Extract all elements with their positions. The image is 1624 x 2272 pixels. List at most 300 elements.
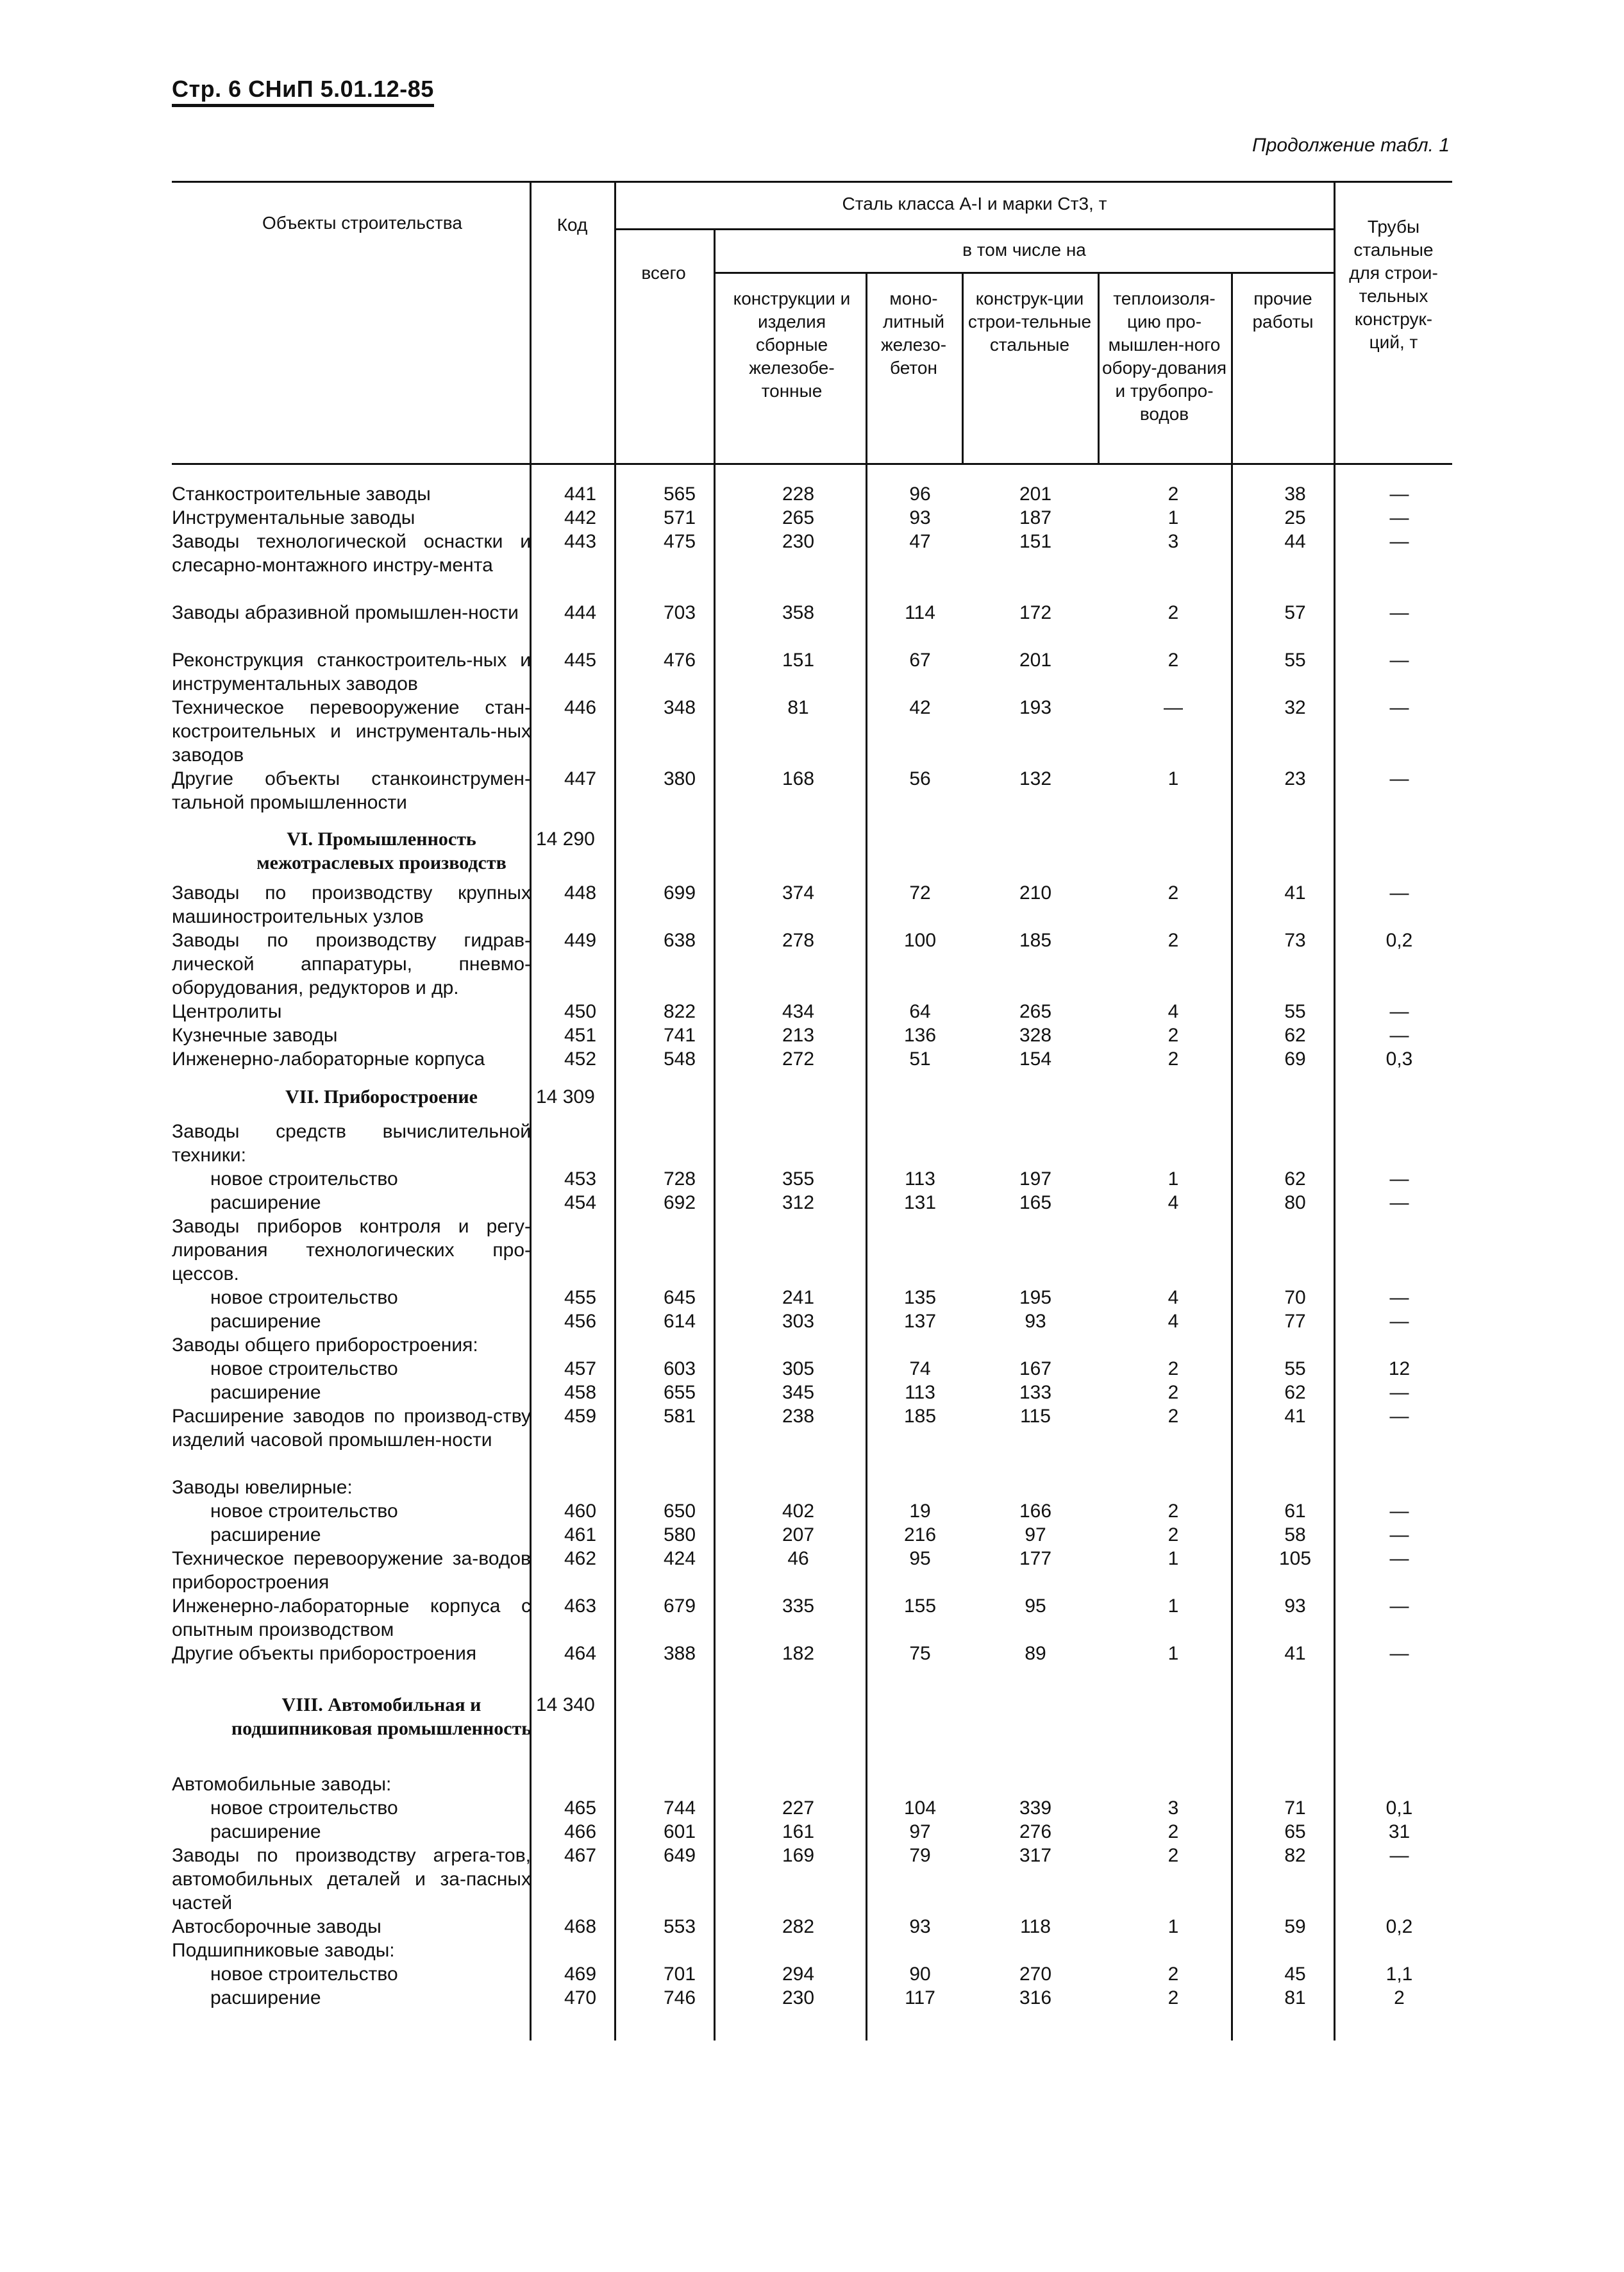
cell-prefab: 207 — [782, 1524, 815, 1545]
header-rule-including — [714, 272, 1334, 274]
cell-code: 470 — [564, 1987, 597, 2008]
cell-total: 746 — [663, 1987, 696, 2008]
cell-pipes: — — [1389, 650, 1409, 671]
cell-steel: 201 — [1019, 650, 1052, 671]
object-name: Кузнечные заводы — [172, 1025, 338, 1046]
object-name: новое строительство — [210, 1168, 398, 1190]
table-row — [0, 1499, 1624, 1523]
cell-code: 465 — [564, 1797, 597, 1819]
cell-prefab: 238 — [782, 1406, 815, 1427]
cell-mono: 155 — [903, 1595, 937, 1617]
cell-code: 466 — [564, 1821, 597, 1842]
table-row — [0, 1844, 1624, 1915]
cell-steel: 197 — [1019, 1168, 1052, 1190]
cell-insul: 2 — [1168, 1048, 1179, 1070]
cell-prefab: 151 — [782, 650, 815, 671]
cell-pipes: — — [1389, 882, 1409, 904]
cell-steel: 151 — [1019, 531, 1052, 552]
cell-other: 70 — [1284, 1287, 1306, 1308]
table-row — [0, 929, 1624, 1000]
object-name: Заводы технологической оснастки и слесарно-монтажного инстру-мента — [172, 531, 531, 576]
cell-pipes: — — [1389, 1406, 1409, 1427]
cell-pipes: 0,1 — [1385, 1797, 1413, 1819]
cell-pipes: — — [1389, 531, 1409, 552]
cell-insul: 1 — [1168, 768, 1179, 789]
cell-insul: 3 — [1168, 1797, 1179, 1819]
table-row — [0, 881, 1624, 929]
cell-steel: 316 — [1019, 1987, 1052, 2008]
cell-total: 650 — [663, 1501, 696, 1522]
object-name: Заводы абразивной промышлен-ности — [172, 602, 519, 623]
cell-prefab: 402 — [782, 1501, 815, 1522]
object-name: Реконструкция станкостроитель-ных и инструментальных заводов — [172, 650, 531, 694]
cell-insul: 2 — [1168, 1524, 1179, 1545]
cell-other: 57 — [1284, 602, 1306, 623]
cell-insul: 1 — [1168, 1595, 1179, 1617]
table-row — [0, 1309, 1624, 1333]
cell-prefab: 434 — [782, 1001, 815, 1022]
cell-mono: 42 — [909, 697, 931, 718]
cell-other: 25 — [1284, 507, 1306, 528]
table-row — [0, 1772, 1624, 1796]
cell-mono: 216 — [903, 1524, 937, 1545]
cell-steel: 167 — [1019, 1358, 1052, 1379]
table-row — [0, 1986, 1624, 2010]
cell-code: 458 — [564, 1382, 597, 1403]
table-row — [0, 1000, 1624, 1023]
cell-steel: 177 — [1019, 1548, 1052, 1569]
object-name: новое строительство — [210, 1358, 398, 1379]
cell-prefab: 303 — [782, 1311, 815, 1332]
cell-prefab: 161 — [782, 1821, 815, 1842]
cell-insul: 4 — [1168, 1287, 1179, 1308]
object-name: Заводы по производству гидрав-лической аппаратуры, пневмо-оборудования, редукторов и др. — [172, 930, 531, 998]
cell-mono: 117 — [905, 1987, 935, 2008]
cell-total: 601 — [663, 1821, 696, 1842]
table-row — [0, 1167, 1624, 1191]
table-row — [0, 1047, 1624, 1071]
object-name: Заводы приборов контроля и регу-лирования технологических про-цессов. — [172, 1216, 531, 1284]
cell-steel: 187 — [1019, 507, 1052, 528]
object-name: расширение — [210, 1311, 321, 1332]
cell-insul: 2 — [1168, 1406, 1179, 1427]
cell-other: 55 — [1284, 650, 1306, 671]
cell-prefab: 335 — [782, 1595, 815, 1617]
cell-steel: 133 — [1019, 1382, 1052, 1403]
cell-other: 62 — [1284, 1168, 1306, 1190]
cell-pipes: 12 — [1388, 1358, 1411, 1379]
cell-mono: 95 — [909, 1548, 931, 1569]
cell-pipes: — — [1389, 1025, 1409, 1046]
cell-total: 703 — [663, 602, 696, 623]
cell-pipes: — — [1389, 1168, 1409, 1190]
section-title: VI. Промышленность межотраслевых производств — [256, 829, 506, 873]
cell-other: 41 — [1284, 1406, 1306, 1427]
cell-other: 69 — [1284, 1048, 1306, 1070]
cell-code: 467 — [564, 1845, 597, 1866]
cell-other: 41 — [1284, 882, 1306, 904]
cell-mono: 79 — [909, 1845, 931, 1866]
header-including: в том числе на — [962, 240, 1086, 260]
col-rule-6 — [1098, 272, 1100, 463]
cell-steel: 193 — [1019, 697, 1052, 718]
header-code: Код — [557, 215, 588, 235]
cell-mono: 64 — [909, 1001, 931, 1022]
cell-insul: 1 — [1168, 507, 1179, 528]
header-insulation: теплоизоля-цию про-мышлен-ного обору-дования и трубопро-водов — [1101, 289, 1227, 424]
table-continuation-label: Продолжение табл. 1 — [1252, 135, 1450, 156]
object-name: Автосборочные заводы — [172, 1916, 381, 1937]
table-row — [0, 1120, 1624, 1167]
header-total: всего — [641, 263, 686, 283]
cell-code: 448 — [564, 882, 597, 904]
table-row — [0, 1915, 1624, 1939]
cell-insul: 2 — [1168, 882, 1179, 904]
cell-pipes: — — [1389, 768, 1409, 789]
header-other: прочие работы — [1252, 289, 1314, 332]
cell-steel: 166 — [1019, 1501, 1052, 1522]
cell-insul: 2 — [1168, 1358, 1179, 1379]
cell-code: 449 — [564, 930, 597, 951]
section-row — [0, 1693, 1624, 1764]
header-steel-group: Сталь класса А-I и марки Ст3, т — [842, 194, 1107, 214]
cell-mono: 113 — [905, 1382, 935, 1403]
cell-pipes: — — [1389, 1311, 1409, 1332]
cell-steel: 115 — [1020, 1406, 1051, 1427]
cell-total: 645 — [663, 1287, 696, 1308]
cell-code: 445 — [564, 650, 597, 671]
cell-total: 388 — [663, 1643, 696, 1664]
section-row — [0, 827, 1624, 875]
header-bottom-rule — [172, 463, 1452, 465]
section-row — [0, 1085, 1624, 1109]
cell-code: 443 — [564, 531, 597, 552]
object-name: расширение — [210, 1821, 321, 1842]
cell-pipes: — — [1389, 1548, 1409, 1569]
cell-steel: 195 — [1019, 1287, 1052, 1308]
cell-insul: 1 — [1168, 1168, 1179, 1190]
object-name: новое строительство — [210, 1964, 398, 1985]
cell-insul: 3 — [1168, 531, 1179, 552]
cell-insul: 2 — [1168, 1821, 1179, 1842]
cell-code: 447 — [564, 768, 597, 789]
cell-prefab: 213 — [782, 1025, 815, 1046]
cell-mono: 75 — [909, 1643, 931, 1664]
cell-code: 461 — [564, 1524, 597, 1545]
cell-code: 453 — [564, 1168, 597, 1190]
cell-total: 603 — [663, 1358, 696, 1379]
cell-prefab: 230 — [782, 531, 815, 552]
cell-prefab: 282 — [782, 1916, 815, 1937]
cell-prefab: 265 — [782, 507, 815, 528]
cell-pipes: 0,2 — [1385, 930, 1413, 951]
cell-steel: 339 — [1019, 1797, 1052, 1819]
cell-mono: 67 — [909, 650, 931, 671]
cell-steel: 172 — [1019, 602, 1052, 623]
col-rule-5 — [962, 272, 964, 463]
cell-pipes: 31 — [1388, 1821, 1411, 1842]
cell-code: 452 — [564, 1048, 597, 1070]
object-name: расширение — [210, 1382, 321, 1403]
cell-insul: 4 — [1168, 1192, 1179, 1213]
cell-code: 14 309 — [536, 1086, 595, 1107]
table-row — [0, 767, 1624, 814]
cell-pipes: — — [1389, 1192, 1409, 1213]
cell-prefab: 358 — [782, 602, 815, 623]
cell-total: 744 — [663, 1797, 696, 1819]
cell-mono: 100 — [903, 930, 937, 951]
cell-prefab: 81 — [787, 697, 809, 718]
table-row — [0, 1215, 1624, 1286]
cell-other: 61 — [1284, 1501, 1306, 1522]
object-name: Инженерно-лабораторные корпуса — [172, 1048, 485, 1070]
cell-mono: 137 — [903, 1311, 937, 1332]
cell-mono: 131 — [903, 1192, 937, 1213]
cell-insul: 2 — [1168, 1025, 1179, 1046]
cell-mono: 19 — [909, 1501, 931, 1522]
cell-insul: 2 — [1168, 484, 1179, 505]
cell-other: 38 — [1284, 484, 1306, 505]
object-name: расширение — [210, 1987, 321, 2008]
cell-mono: 74 — [909, 1358, 931, 1379]
cell-other: 93 — [1284, 1595, 1306, 1617]
cell-insul: 4 — [1168, 1311, 1179, 1332]
cell-insul: 2 — [1168, 1964, 1179, 1985]
cell-total: 741 — [663, 1025, 696, 1046]
table-row — [0, 530, 1624, 601]
cell-total: 380 — [663, 768, 696, 789]
cell-prefab: 241 — [782, 1287, 815, 1308]
table-row — [0, 1333, 1624, 1357]
table-row — [0, 696, 1624, 767]
table-row — [0, 1547, 1624, 1594]
object-name: новое строительство — [210, 1287, 398, 1308]
cell-total: 581 — [663, 1406, 696, 1427]
header-steel-structures: конструк-ции строи-тельные стальные — [967, 289, 1092, 355]
cell-total: 679 — [663, 1595, 696, 1617]
cell-total: 699 — [663, 882, 696, 904]
cell-total: 638 — [663, 930, 696, 951]
cell-mono: 136 — [903, 1025, 937, 1046]
cell-other: 82 — [1284, 1845, 1306, 1866]
cell-prefab: 294 — [782, 1964, 815, 1985]
cell-steel: 132 — [1019, 768, 1052, 789]
cell-total: 348 — [663, 697, 696, 718]
cell-insul: 2 — [1168, 602, 1179, 623]
cell-pipes: — — [1389, 697, 1409, 718]
cell-insul: 1 — [1168, 1916, 1179, 1937]
cell-code: 468 — [564, 1916, 597, 1937]
cell-insul: 2 — [1168, 1382, 1179, 1403]
cell-code: 455 — [564, 1287, 597, 1308]
cell-total: 728 — [663, 1168, 696, 1190]
cell-prefab: 272 — [782, 1048, 815, 1070]
cell-prefab: 374 — [782, 882, 815, 904]
cell-steel: 276 — [1019, 1821, 1052, 1842]
cell-prefab: 312 — [782, 1192, 815, 1213]
cell-other: 77 — [1284, 1311, 1306, 1332]
object-name: Центролиты — [172, 1001, 282, 1022]
cell-other: 44 — [1284, 531, 1306, 552]
cell-insul: 2 — [1168, 1845, 1179, 1866]
cell-total: 580 — [663, 1524, 696, 1545]
cell-pipes: — — [1389, 1595, 1409, 1617]
cell-code: 464 — [564, 1643, 597, 1664]
header-rule-steel — [614, 228, 1334, 230]
cell-total: 822 — [663, 1001, 696, 1022]
cell-other: 23 — [1284, 768, 1306, 789]
table-row — [0, 506, 1624, 530]
cell-total: 614 — [663, 1311, 696, 1332]
object-name: Техническое перевооружение за-водов приборостроения — [172, 1548, 531, 1593]
cell-code: 444 — [564, 602, 597, 623]
object-name: новое строительство — [210, 1797, 398, 1819]
cell-total: 424 — [663, 1548, 696, 1569]
cell-total: 655 — [663, 1382, 696, 1403]
object-name: Заводы средств вычислительной техники: — [172, 1121, 531, 1166]
table-row — [0, 1642, 1624, 1665]
object-name: Подшипниковые заводы: — [172, 1940, 395, 1961]
cell-pipes: 0,3 — [1385, 1048, 1413, 1070]
cell-total: 571 — [663, 507, 696, 528]
cell-prefab: 228 — [782, 484, 815, 505]
cell-other: 105 — [1278, 1548, 1312, 1569]
cell-steel: 97 — [1025, 1524, 1046, 1545]
cell-code: 454 — [564, 1192, 597, 1213]
cell-code: 462 — [564, 1548, 597, 1569]
cell-total: 475 — [663, 531, 696, 552]
cell-mono: 135 — [903, 1287, 937, 1308]
cell-other: 45 — [1284, 1964, 1306, 1985]
cell-insul: 4 — [1168, 1001, 1179, 1022]
cell-code: 469 — [564, 1964, 597, 1985]
cell-insul: 2 — [1168, 1987, 1179, 2008]
cell-mono: 93 — [909, 507, 931, 528]
header-prefab: конструкции и изделия сборные железобе-тонные — [733, 289, 851, 401]
object-name: Другие объекты станкоинструмен-тальной промышленности — [172, 768, 531, 813]
cell-mono: 97 — [909, 1821, 931, 1842]
cell-pipes: — — [1389, 484, 1409, 505]
cell-other: 81 — [1284, 1987, 1306, 2008]
cell-pipes: — — [1389, 1501, 1409, 1522]
object-name: расширение — [210, 1524, 321, 1545]
object-name: Заводы по производству крупных машиностроительных узлов — [172, 882, 531, 927]
cell-mono: 51 — [909, 1048, 931, 1070]
cell-prefab: 46 — [787, 1548, 809, 1569]
cell-code: 459 — [564, 1406, 597, 1427]
cell-prefab: 168 — [782, 768, 815, 789]
table-row — [0, 1939, 1624, 1962]
table-row — [0, 1191, 1624, 1215]
table-row — [0, 1962, 1624, 1986]
cell-mono: 104 — [903, 1797, 937, 1819]
object-name: Расширение заводов по производ-ству изделий часовой промышлен-ности — [172, 1406, 531, 1451]
cell-mono: 93 — [909, 1916, 931, 1937]
table-row — [0, 1286, 1624, 1309]
cell-total: 476 — [663, 650, 696, 671]
cell-code: 14 340 — [536, 1694, 595, 1715]
cell-prefab: 355 — [782, 1168, 815, 1190]
cell-pipes: — — [1389, 1524, 1409, 1545]
cell-insul: 2 — [1168, 650, 1179, 671]
table-row — [0, 1404, 1624, 1476]
cell-prefab: 182 — [782, 1643, 815, 1664]
object-name: новое строительство — [210, 1501, 398, 1522]
cell-total: 692 — [663, 1192, 696, 1213]
table-row — [0, 601, 1624, 648]
table-row — [0, 1357, 1624, 1381]
cell-mono: 72 — [909, 882, 931, 904]
cell-steel: 210 — [1019, 882, 1052, 904]
cell-pipes: 2 — [1394, 1987, 1405, 2008]
cell-steel: 265 — [1019, 1001, 1052, 1022]
cell-total: 565 — [663, 484, 696, 505]
cell-steel: 270 — [1019, 1964, 1052, 1985]
cell-code: 442 — [564, 507, 597, 528]
cell-insul: 2 — [1168, 930, 1179, 951]
cell-mono: 56 — [909, 768, 931, 789]
cell-steel: 118 — [1020, 1916, 1051, 1937]
header-pipes: Трубы стальные для строи-тельных конструк-ций, т — [1349, 217, 1438, 352]
table-row — [0, 1594, 1624, 1642]
cell-steel: 165 — [1019, 1192, 1052, 1213]
cell-pipes: — — [1389, 507, 1409, 528]
cell-other: 59 — [1284, 1916, 1306, 1937]
cell-steel: 95 — [1025, 1595, 1046, 1617]
cell-prefab: 230 — [782, 1987, 815, 2008]
object-name: Заводы ювелирные: — [172, 1477, 353, 1498]
cell-pipes: — — [1389, 1287, 1409, 1308]
object-name: Другие объекты приборостроения — [172, 1643, 477, 1664]
cell-other: 80 — [1284, 1192, 1306, 1213]
cell-pipes: 1,1 — [1385, 1964, 1413, 1985]
cell-total: 548 — [663, 1048, 696, 1070]
table-row — [0, 1023, 1624, 1047]
cell-steel: 154 — [1019, 1048, 1052, 1070]
cell-prefab: 305 — [782, 1358, 815, 1379]
cell-steel: 328 — [1019, 1025, 1052, 1046]
cell-pipes: — — [1389, 602, 1409, 623]
cell-code: 456 — [564, 1311, 597, 1332]
object-name: Инженерно-лабораторные корпуса с опытным производством — [172, 1595, 531, 1640]
cell-insul: — — [1164, 697, 1183, 718]
cell-mono: 185 — [903, 1406, 937, 1427]
page-header: Стр. 6 СНиП 5.01.12-85 — [172, 76, 434, 107]
header-objects: Объекты строительства — [262, 213, 462, 233]
object-name: Автомобильные заводы: — [172, 1774, 392, 1795]
cell-pipes: — — [1389, 1643, 1409, 1664]
table-row — [0, 1796, 1624, 1820]
section-title: VIII. Автомобильная и подшипниковая промышленность — [231, 1694, 532, 1739]
cell-prefab: 278 — [782, 930, 815, 951]
cell-mono: 90 — [909, 1964, 931, 1985]
header-monolithic: моно-литный железо-бетон — [880, 289, 947, 378]
cell-steel: 93 — [1025, 1311, 1046, 1332]
cell-steel: 185 — [1019, 930, 1052, 951]
cell-mono: 47 — [909, 531, 931, 552]
object-name: расширение — [210, 1192, 321, 1213]
cell-total: 553 — [663, 1916, 696, 1937]
object-name: Заводы общего приборостроения: — [172, 1334, 478, 1356]
table-row — [0, 648, 1624, 696]
cell-other: 62 — [1284, 1025, 1306, 1046]
cell-insul: 2 — [1168, 1501, 1179, 1522]
section-title: VII. Приборостроение — [285, 1086, 478, 1107]
cell-other: 65 — [1284, 1821, 1306, 1842]
cell-code: 457 — [564, 1358, 597, 1379]
object-name: Техническое перевооружение стан-костроительных и инструменталь-ных заводов — [172, 697, 531, 766]
cell-other: 62 — [1284, 1382, 1306, 1403]
